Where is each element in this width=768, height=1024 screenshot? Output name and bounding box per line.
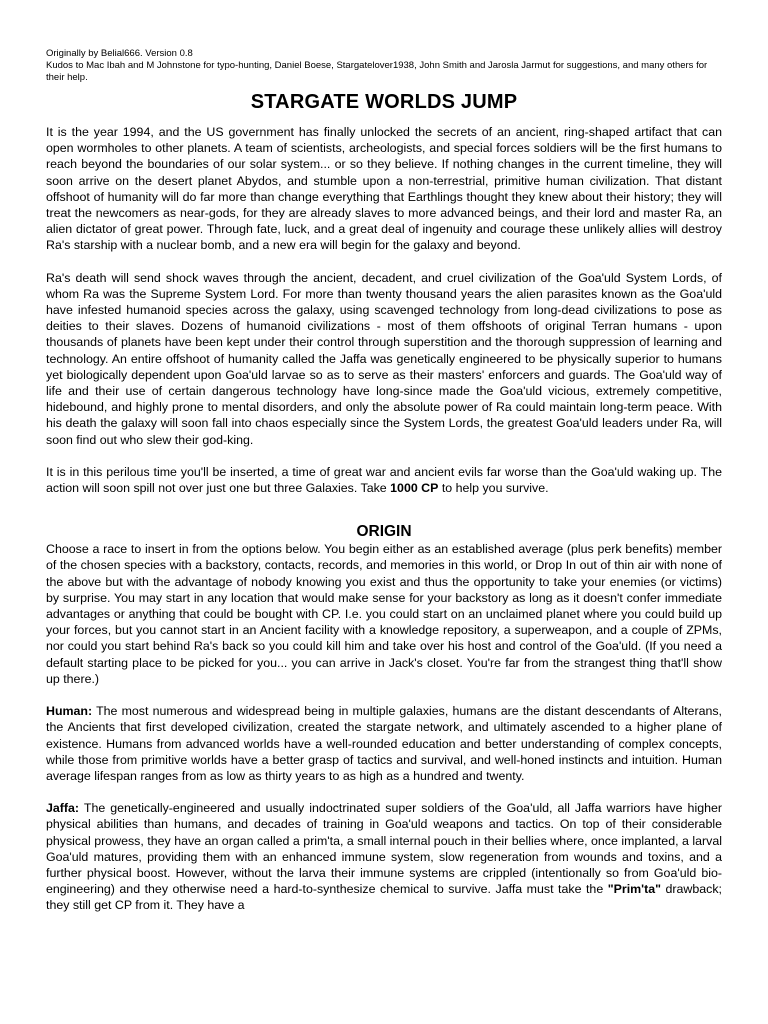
intro-paragraph-1: It is the year 1994, and the US government has finally unlocked the secrets of an ancient, ring-shaped artifact that can open wormholes to other planets. A team of scientists, archeologists, and special forces soldiers will be the first humans to reach beyond the boundaries of our solar system... or so they believe. If nothing changes in the current timeline, they will soon arrive on the desert planet Abydos, and stumble upon a non-terrestrial, primitive human civilization. That distant offshoot of humanity will do far more than change everything that Earthlings thought they knew about their history; they will treat the newcomers as near-gods, for they are already slaves to more advanced beings, and their lord and master Ra, an alien dictator of great power. Through fate, luck, and a great deal of ingenuity and courage these unlikely allies will destroy Ra's starship with a nuclear bomb, and a new era will begin for the galaxy and beyond. [46, 125, 722, 253]
intro-p3-end: to help you survive. [438, 481, 549, 496]
human-label: Human: [46, 704, 93, 719]
intro-p3-text: It is in this perilous time you'll be inserted, a time of great war and ancient evils far worse than the Goa'uld waking up. The action will soon spill not over just one but three Galaxies. Take [46, 464, 722, 496]
credits-version: Originally by Belial666. Version 0.8 [46, 48, 193, 59]
human-text: The most numerous and widespread being in multiple galaxies, humans are the distant descendants of Alterans, the Ancients that first developed civilization, created the stargate network, and ultimately ascended to a higher plane of existence. Humans from advanced worlds have a well-rounded education and better understanding of complex concepts, while those from primitive worlds have a better grasp of tactics and survival, and well-honed instincts and intuition. Human average lifespan ranges from as low as thirty years to as high as a hundred and twenty. [46, 704, 722, 783]
document-title: STARGATE WORLDS JUMP [250, 91, 518, 113]
cp-amount: 1000 CP [390, 481, 439, 496]
jaffa-paragraph [46, 800, 722, 913]
jaffa-text: The genetically-engineered and usually indoctrinated super soldiers of the Goa'uld, all Jaffa warriors have higher physical abilities than humans, and decades of training in Goa'uld weapons and tactics. On top of their considerable physical prowess, they have an organ called a prim'ta, a small internal pouch in their bellies where, once implanted, a larval Goa'uld matures, providing them with an enhanced immune system, slow regeneration from wounds and toxins, and a further physical boost. However, without the larva their immune systems are crippled (intentionally so from Goa'uld bio-engineering) and they otherwise need a hard-to-synthesize chemical to survive. Jaffa must take the [46, 801, 722, 897]
origin-heading: ORIGIN [356, 523, 412, 541]
origin-paragraph: Choose a race to insert in from the options below. You begin either as an established average (plus perk benefits) member of the chosen species with a backstory, contacts, records, and memories in this world, or Drop In out of thin air with none of the above but with the advantage of nobody knowing you exist and thus the opportunity to take your enemies (or victims) by surprise. You may start in any location that would make sense for your backstory as long as it doesn't confer immediate advantages or anything that could be bought with CP. I.e. you could start on an unclaimed planet where you could build up your forces, but you cannot start in an Ancient facility with a knowledge repository, a superweapon, and a couple of ZPMs, nor could you start behind Ra's back so you could kill him and take over his host and control of the Goa'uld. (If you need a default starting place to be picked for you... you can arrive in Jack's closet. You're far from the strangest thing that'll show up there.) [46, 542, 722, 686]
human-paragraph [46, 703, 722, 784]
jaffa-label: Jaffa: [46, 801, 80, 816]
primta-drawback: "Prim'ta" [607, 882, 661, 897]
intro-paragraph-2: Ra's death will send shock waves through the ancient, decadent, and cruel civilization of the Goa'uld System Lords, of whom Ra was the Supreme System Lord. For more than twenty thousand years the alien parasites known as the Goa'uld have infested humanoid species across the galaxy, using scavenged technology from long-dead civilizations to pose as deities to their slaves. Dozens of humanoid civilizations - most of them offshoots of original Terran humans - upon thousands of planets have been kept under their control through superstition and the thorough suppression of learning and technology. An entire offshoot of humanity called the Jaffa was genetically engineered to be physically superior to humans yet biologically dependent upon Goa'uld larvae so as to serve as their masters' enforcers and guards. The Goa'uld way of life and their use of certain dangerous technology have long-since made the Goa'uld vicious, extremely competitive, hidebound, and highly prone to mental disorders, and only the absolute power of Ra could maintain long-term peace. With his death the galaxy will soon fall into chaos especially since the System Lords, the greatest Goa'uld leaders under Ra, will soon find out who slew their god-king. [46, 270, 722, 447]
jaffa-text-end: drawback; they still get CP from it. They have a [46, 882, 722, 913]
intro-paragraph-3 [46, 464, 722, 496]
credits-thanks: Kudos to Mac Ibah and M Johnstone for typo-hunting, Daniel Boese, Stargatelover1938, John Smith and Jarosla Jarmut for suggestions, and many others for their help. [46, 60, 708, 83]
